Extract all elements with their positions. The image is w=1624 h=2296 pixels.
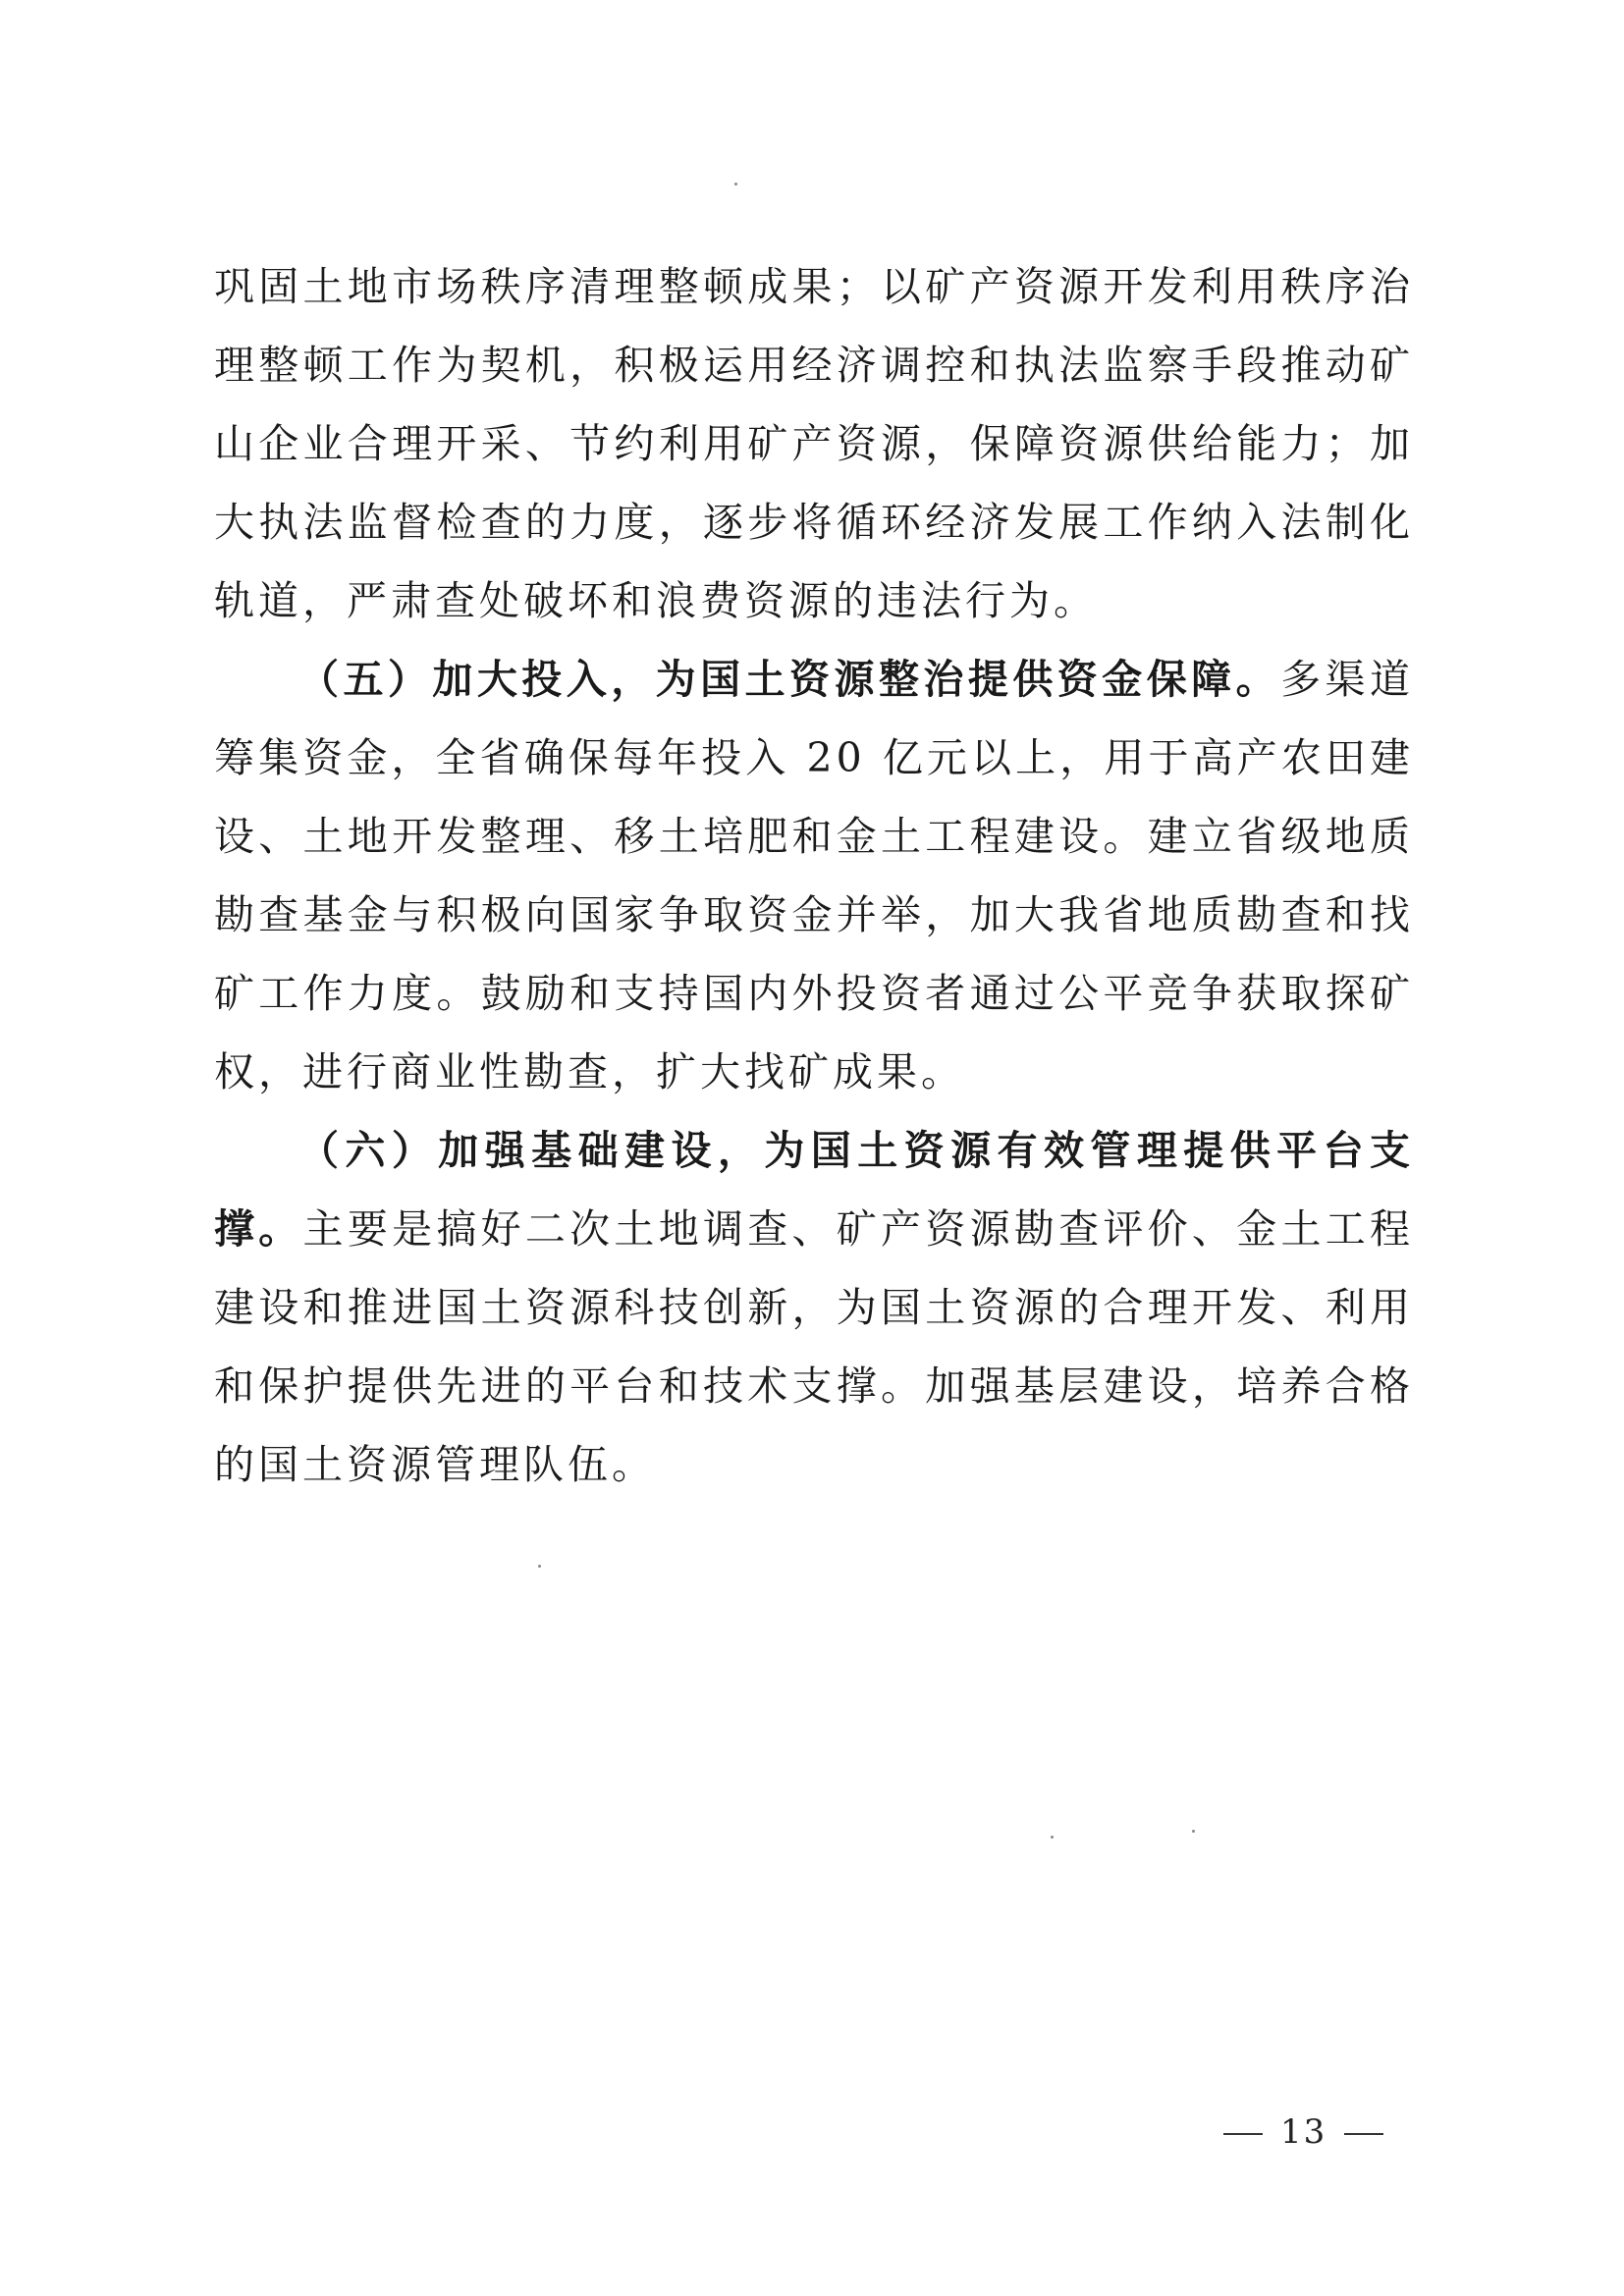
section-five-heading: （五）加大投入，为国土资源整治提供资金保障。 [298, 656, 1281, 703]
scan-speck [538, 1565, 541, 1568]
paragraph-text: 巩固土地市场秩序清理整顿成果；以矿产资源开发利用秩序治理整顿工作为契机，积极运用经济调控和执法监察手段推动矿山企业合理开采、节约利用矿产资源，保障资源供给能力；加大执法监督检查的力度，逐步将循环经济发展工作纳入法制化轨道，严肃查处破坏和浪费资源的违法行为。 [214, 263, 1414, 624]
scan-speck [734, 183, 737, 186]
scan-speck [1192, 1830, 1195, 1833]
page-number-left-dash [1223, 2133, 1263, 2135]
paragraph-section-six [214, 1111, 1414, 1504]
page-number-value: 13 [1280, 2112, 1327, 2152]
document-body [214, 247, 1414, 1504]
page-number-right-dash [1344, 2133, 1383, 2135]
scan-speck [1051, 1836, 1054, 1839]
section-six-heading: （六）加强基础建设，为国土资源有效管理提供平台支撑。 [214, 1127, 1414, 1253]
paragraph-continuation [214, 247, 1414, 640]
page-number [1206, 2112, 1401, 2152]
paragraph-text: 主要是搞好二次土地调查、矿产资源勘查评价、金土工程建设和推进国土资源科技创新，为国土资源的合理开发、利用和保护提供先进的平台和技术支撑。加强基层建设，培养合格的国土资源管理队伍。 [214, 1205, 1415, 1488]
paragraph-section-five [214, 640, 1414, 1111]
paragraph-text: 多渠道筹集资金，全省确保每年投入 20 亿元以上，用于高产农田建设、土地开发整理、移土培肥和金土工程建设。建立省级地质勘查基金与积极向国家争取资金并举，加大我省地质勘查和找矿工作力度。鼓励和支持国内外投资者通过公平竞争获取探矿权，进行商业性勘查，扩大找矿成果。 [214, 656, 1415, 1095]
